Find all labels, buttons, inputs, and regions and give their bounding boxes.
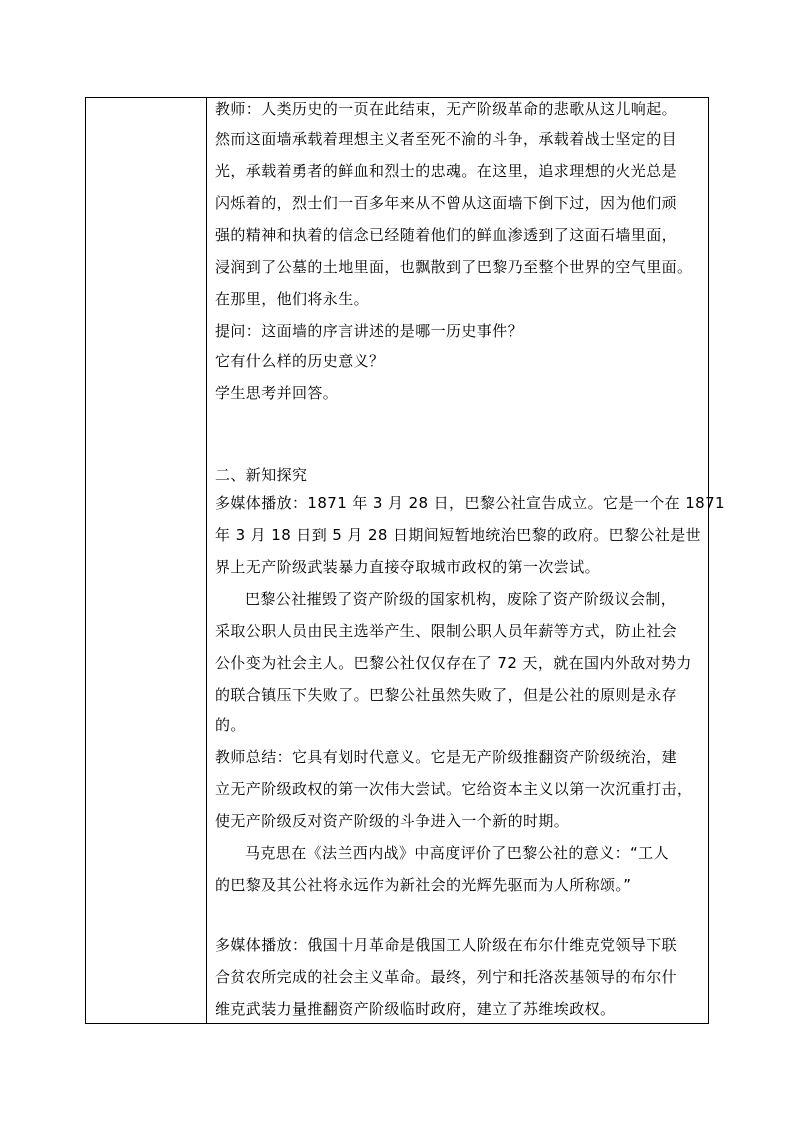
- text-line: 光，承载着勇者的鲜血和烈士的忠魂。在这里，追求理想的火光总是: [215, 162, 678, 180]
- text-line: 教师：人类历史的一页在此结束，无产阶级革命的悲歌从这儿响起。: [215, 100, 678, 118]
- text-line: 教师总结：它具有划时代意义。它是无产阶级推翻资产阶级统治，建: [215, 748, 678, 766]
- text-line: 的联合镇压下失败了。巴黎公社虽然失败了，但是公社的原则是永存: [215, 686, 678, 704]
- text-line: 然而这面墙承载着理想主义者至死不渝的斗争，承载着战士坚定的目: [215, 130, 678, 148]
- text-line: 多媒体播放：1871 年 3 月 28 日，巴黎公社宣告成立。它是一个在 1871: [215, 494, 725, 512]
- text-line: 维克武装力量推翻资产阶级临时政府，建立了苏维埃政权。: [215, 1000, 616, 1018]
- text-line: 立无产阶级政权的第一次伟大尝试。它给资本主义以第一次沉重打击，: [215, 780, 693, 798]
- text-line: 它有什么样的历史意义？: [215, 352, 385, 370]
- table-left-cell: [86, 98, 207, 1023]
- text-line: 使无产阶级反对资产阶级的斗争进入一个新的时期。: [215, 812, 570, 830]
- text-line: 巴黎公社摧毁了资产阶级的国家机构，废除了资产阶级议会制，: [245, 590, 677, 608]
- text-line: 公仆变为社会主人。巴黎公社仅仅存在了 72 天，就在国内外敌对势力: [215, 654, 692, 672]
- section-heading: 二、新知探究: [215, 466, 308, 484]
- text-line: 在那里，他们将永生。: [215, 290, 370, 308]
- text-line: 提问：这面墙的序言讲述的是哪一历史事件？: [215, 322, 524, 340]
- text-line: 多媒体播放：俄国十月革命是俄国工人阶级在布尔什维克党领导下联: [215, 936, 678, 954]
- text-line: 浸润到了公墓的土地里面，也飘散到了巴黎乃至整个世界的空气里面。: [215, 258, 693, 276]
- lesson-table: [85, 97, 725, 1024]
- text-line: 马克思在《法兰西内战》中高度评价了巴黎公社的意义：“工人: [245, 844, 669, 862]
- text-line: 界上无产阶级武装暴力直接夺取城市政权的第一次尝试。: [215, 558, 601, 576]
- text-line: 学生思考并回答。: [215, 384, 339, 402]
- text-line: 的。: [215, 716, 246, 734]
- table-right-cell: [207, 98, 725, 1023]
- text-line: 的巴黎及其公社将永远作为新社会的光辉先驱而为人所称颂。”: [215, 876, 632, 894]
- text-line: 强的精神和执着的信念已经随着他们的鲜血渗透到了这面石墙里面，: [215, 226, 678, 244]
- text-line: 采取公职人员由民主选举产生、限制公职人员年薪等方式，防止社会: [215, 622, 678, 640]
- text-line: 合贫农所完成的社会主义革命。最终，列宁和托洛茨基领导的布尔什: [215, 968, 678, 986]
- text-line: 年 3 月 18 日到 5 月 28 日期间短暂地统治巴黎的政府。巴黎公社是世: [215, 526, 702, 544]
- text-line: 闪烁着的，烈士们一百多年来从不曾从这面墙下倒下过，因为他们顽: [215, 194, 678, 212]
